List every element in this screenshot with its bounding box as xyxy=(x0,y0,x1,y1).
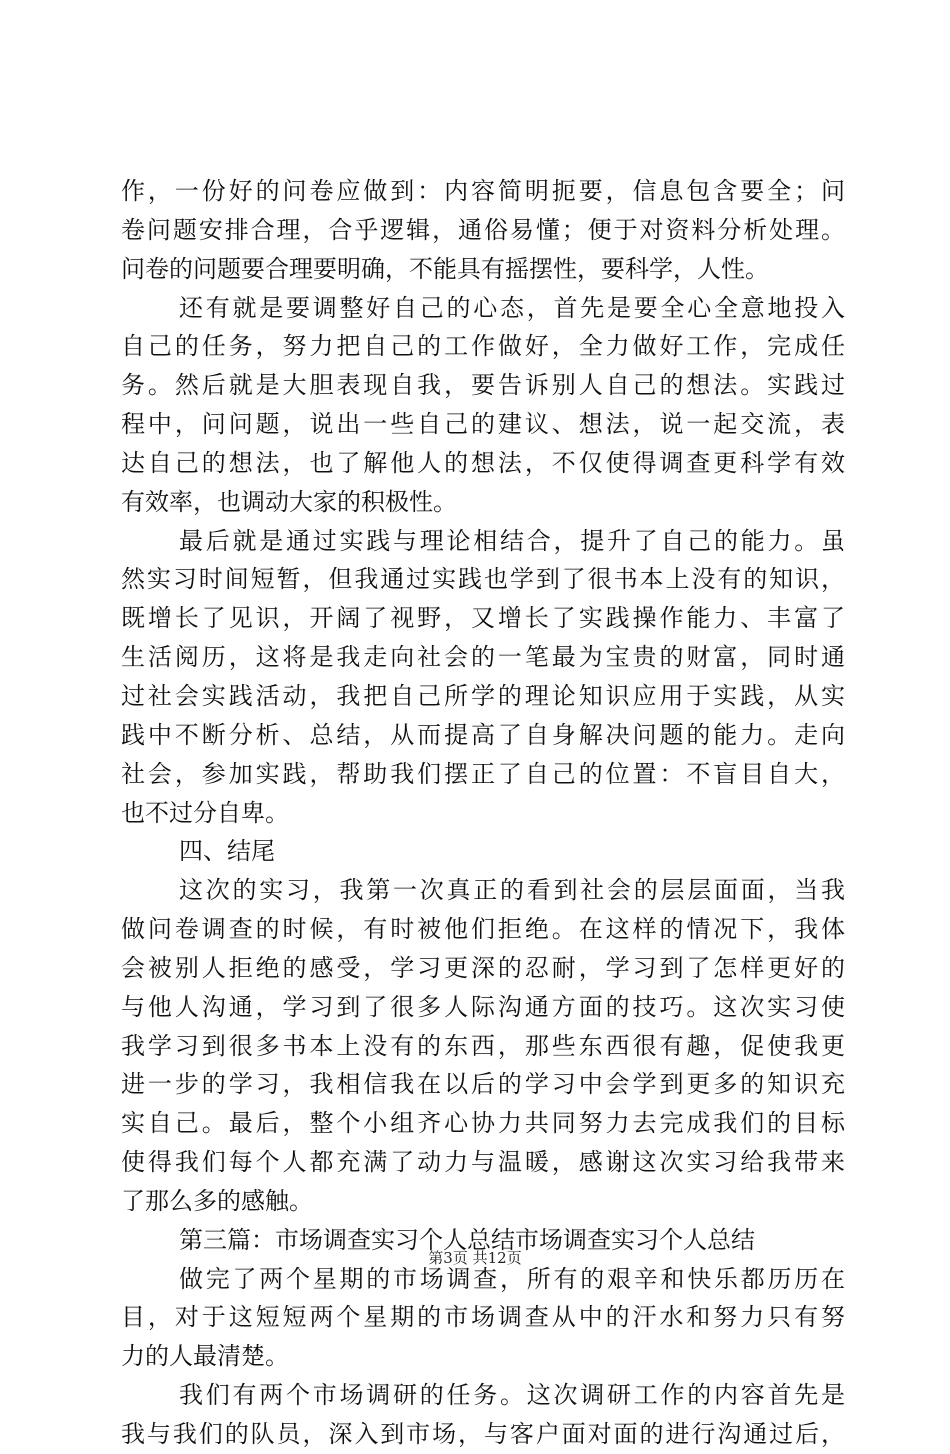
text-line: 作，一份好的问卷应做到：内容简明扼要，信息包含要全；问 xyxy=(121,177,845,205)
text-line: 会被别人拒绝的感受，学习更深的忍耐，学习到了怎样更好的 xyxy=(121,953,845,982)
text-line: 务。然后就是大胆表现自我，要告诉别人自己的想法。实践过 xyxy=(121,371,845,400)
text-line: 了那么多的感触。 xyxy=(121,1186,313,1215)
text-line: 生活阅历，这将是我走向社会的一笔最为宝贵的财富，同时通 xyxy=(121,643,845,672)
text-line: 也不过分自卑。 xyxy=(121,798,289,827)
text-line: 自己的任务，努力把自己的工作做好，全力做好工作，完成任 xyxy=(121,332,845,361)
text-line: 过社会实践活动，我把自己所学的理论知识应用于实践，从实 xyxy=(121,681,845,710)
chapter-heading: 第三篇：市场调查实习个人总结市场调查实习个人总结 xyxy=(179,1225,755,1254)
text-line: 我们有两个市场调研的任务。这次调研工作的内容首先是 xyxy=(179,1381,845,1410)
text-line: 使得我们每个人都充满了动力与温暖，感谢这次实习给我带来 xyxy=(121,1148,845,1177)
text-line: 实自己。最后，整个小组齐心协力共同努力去完成我们的目标 xyxy=(121,1109,845,1138)
text-line: 做问卷调查的时候，有时被他们拒绝。在这样的情况下，我体 xyxy=(121,915,845,944)
text-line: 目，对于这短短两个星期的市场调查从中的汗水和努力只有努 xyxy=(121,1303,845,1332)
text-line: 还有就是要调整好自己的心态，首先是要全心全意地投入 xyxy=(179,293,845,322)
text-line: 力的人最清楚。 xyxy=(121,1342,289,1371)
text-line: 我与我们的队员，深入到市场，与客户面对面的进行沟通过后， xyxy=(121,1420,845,1448)
text-line: 践中不断分析、总结，从而提高了自身解决问题的能力。走向 xyxy=(121,720,845,749)
text-line: 有效率，也调动大家的积极性。 xyxy=(121,487,457,516)
text-line: 做完了两个星期的市场调查，所有的艰辛和快乐都历历在 xyxy=(179,1264,845,1293)
text-line: 程中，问问题，说出一些自己的建议、想法，说一起交流，表 xyxy=(121,410,845,439)
text-line: 卷问题安排合理，合乎逻辑，通俗易懂；便于对资料分析处理。 xyxy=(121,215,845,244)
text-line: 与他人沟通，学习到了很多人际沟通方面的技巧。这次实习使 xyxy=(121,992,845,1021)
section-heading: 四、结尾 xyxy=(179,837,275,866)
text-line: 这次的实习，我第一次真正的看到社会的层层面面，当我 xyxy=(179,876,845,905)
text-line: 我学习到很多书本上没有的东西，那些东西很有趣，促使我更 xyxy=(121,1031,845,1060)
text-line: 达自己的想法，也了解他人的想法，不仅使得调查更科学有效 xyxy=(121,448,845,477)
text-line: 最后就是通过实践与理论相结合，提升了自己的能力。虽 xyxy=(179,526,845,555)
text-line: 社会，参加实践，帮助我们摆正了自己的位置：不盲目自大， xyxy=(121,759,845,788)
text-line: 问卷的问题要合理要明确，不能具有摇摆性，要科学，人性。 xyxy=(121,254,769,283)
text-line: 然实习时间短暂，但我通过实践也学到了很书本上没有的知识， xyxy=(121,565,845,594)
text-line: 进一步的学习，我相信我在以后的学习中会学到更多的知识充 xyxy=(121,1070,845,1099)
page-number-footer: 第3页 共12页 xyxy=(428,1249,522,1267)
text-line: 既增长了见识，开阔了视野，又增长了实践操作能力、丰富了 xyxy=(121,604,845,633)
